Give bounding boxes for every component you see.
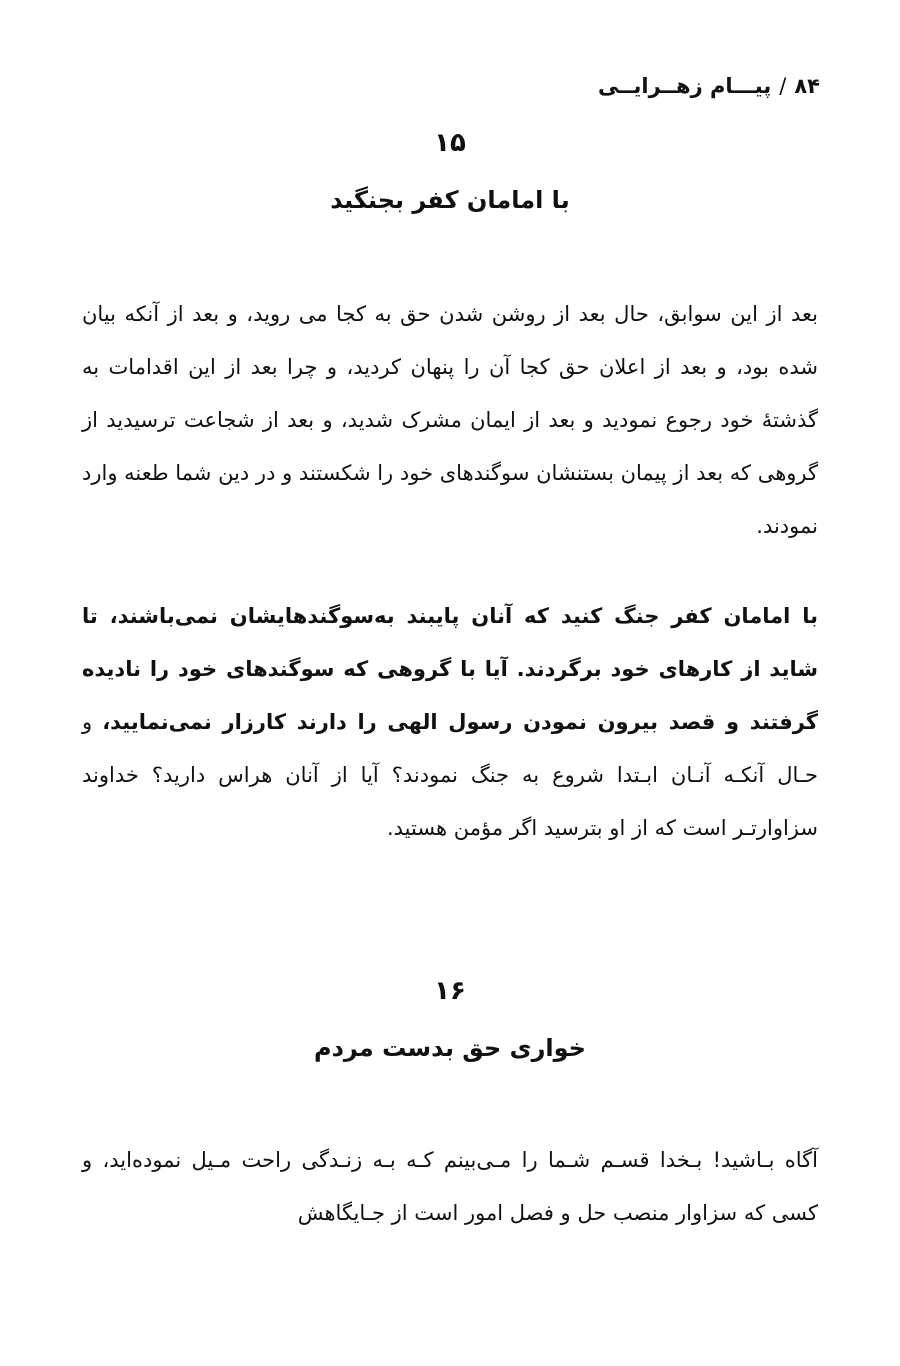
book-title: پیـــام زهــرایــی bbox=[597, 74, 772, 98]
section-number-16: ۱۶ bbox=[434, 976, 466, 1006]
section-16-paragraph-1: آگاه بـاشید! بـخدا قسـم شـما را مـی‌بینم کـه بـه زنـدگی راحت مـیل نموده‌اید، و کسی که سزاوار منصب حل و فصل امور است از جـایگاهش bbox=[82, 1148, 818, 1225]
section-title-16: خواری حق بدست مردم bbox=[314, 1034, 586, 1062]
paragraph-continuation: و حـال آنکـه آنـان ابـتدا شروع به جنگ نمودند؟ آیا از آنان هراس دارید؟ خداوند سزاوارتـر است که از او بترسید اگر مؤمن هستید. bbox=[82, 710, 818, 840]
section-number-15: ۱۵ bbox=[434, 128, 466, 158]
section-15-paragraph-2 bbox=[82, 590, 818, 855]
section-15-paragraph-1: بعد از این سوابق، حال بعد از روشن شدن حق به کجا می روید، و بعد از آنکه بیان شده بود، و بعد از اعلان حق کجا آن را پنهان کردید، و چرا بعد از این اقدامات به گذشتهٔ خود رجوع نمودید و بعد از ایمان مشرک شدید، و بعد از شجاعت ترسیدید از گروهی که بعد از پیمان بستنشان سوگندهای خود را شکستند و در دین شما طعنه وارد نمودند. bbox=[82, 302, 818, 538]
section-title-15: با امامان کفر بجنگید bbox=[330, 186, 570, 214]
header-separator: / bbox=[779, 74, 787, 98]
running-header bbox=[598, 74, 820, 98]
page-number: ۸۴ bbox=[794, 74, 820, 98]
quranic-verse-text: با امامان کفر جنگ کنید که آنان پایبند به‌سوگندهایشان نمی‌باشند، تا شاید از کارهای خود برگردند. آیا با گروهی که سوگندهای خود را نادیده گرفتند و قصد بیرون نمودن رسول الهی را دارند کارزار نمی‌نمایید، bbox=[82, 604, 818, 734]
